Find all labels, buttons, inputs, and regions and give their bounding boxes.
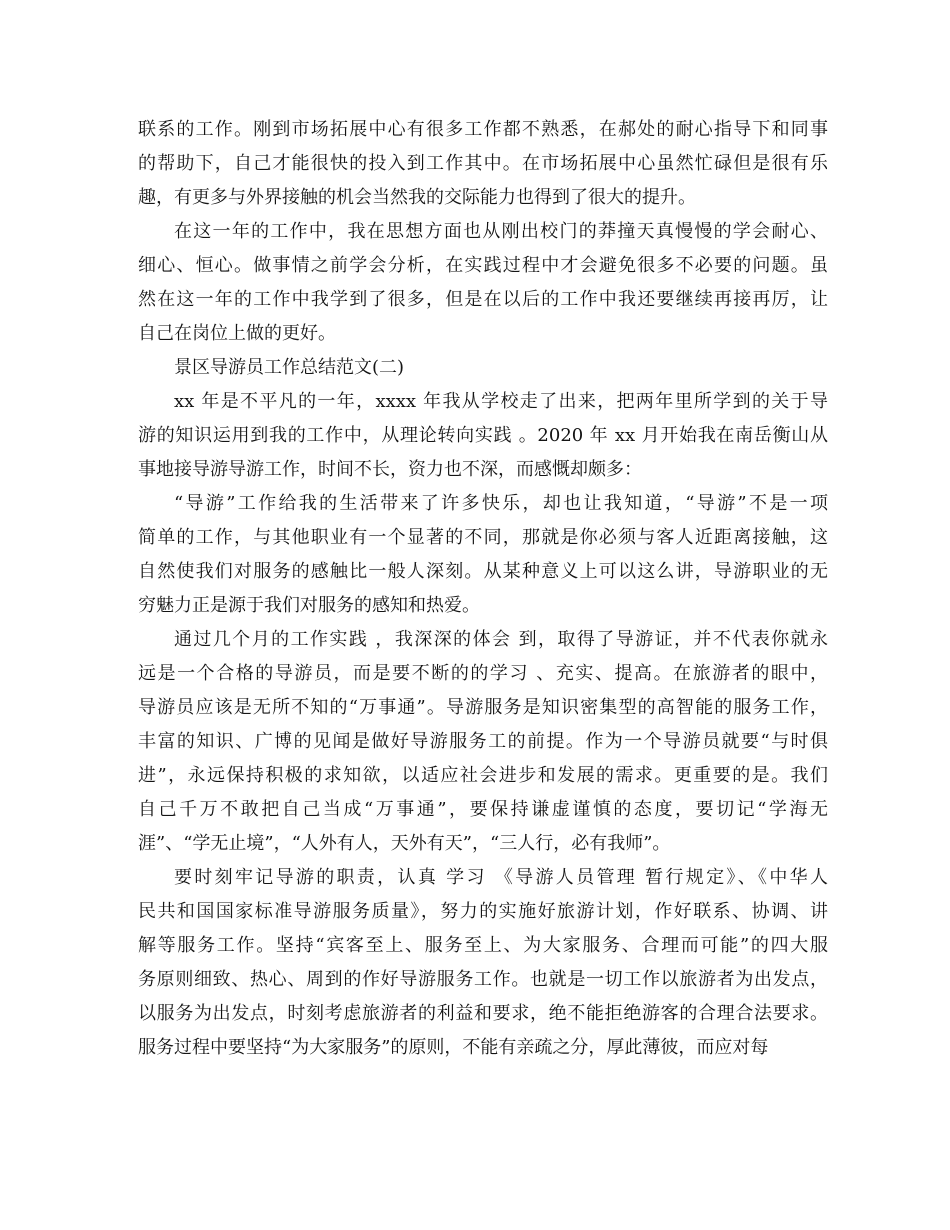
text-line: 的帮助下，自己才能很快的投入到工作其中。在市场拓展中心虽然忙碌但是很有乐 <box>138 153 828 174</box>
text-line: 细心、恒心。做事情之前学会分析，在实践过程中才会避免很多不必要的问题。虽 <box>138 255 828 276</box>
paragraph <box>138 113 828 215</box>
text-line: 通过几个月的工作实践 ，我深深的体会 到，取得了导游证，并不代表你就永 <box>174 629 828 650</box>
text-line: 联系的工作。刚到市场拓展中心有很多工作都不熟悉，在郝处的耐心指导下和同事 <box>138 119 828 140</box>
paragraph <box>138 623 828 861</box>
text-line: 自然使我们对服务的感触比一般人深刻。从某种意义上可以这么讲，导游职业的无 <box>138 561 828 582</box>
text-line: 简单的工作，与其他职业有一个显著的不同，那就是你必须与客人近距离接触，这 <box>138 527 828 548</box>
paragraph <box>138 487 828 623</box>
text-line: 景区导游员工作总结范文(二) <box>174 357 405 378</box>
text-line: 然在这一年的工作中我学到了很多，但是在以后的工作中我还要继续再接再厉，让 <box>138 289 828 310</box>
text-line: 在这一年的工作中，我在思想方面也从刚出校门的莽撞天真慢慢的学会耐心、 <box>174 221 828 242</box>
paragraph <box>138 215 828 351</box>
text-line: 自己在岗位上做的更好。 <box>138 323 336 344</box>
text-line: 丰富的知识、广博的见闻是做好导游服务工的前提。作为一个导游员就要“与时俱 <box>138 731 828 752</box>
text-line: 穷魅力正是源于我们对服务的感知和热爱。 <box>138 595 480 616</box>
text-line: “导游”工作给我的生活带来了许多快乐，却也让我知道，“导游”不是一项 <box>174 493 828 514</box>
paragraph <box>138 861 828 1065</box>
text-line: xx 年是不平凡的一年，xxxx 年我从学校走了出来，把两年里所学到的关于导 <box>174 391 828 412</box>
text-line: 要时刻牢记导游的职责，认真 学习 《导游人员管理 暂行规定》、《中华人 <box>174 867 828 888</box>
text-line: 进”，永远保持积极的求知欲，以适应社会进步和发展的需求。更重要的是。我们 <box>138 765 828 786</box>
document-body <box>138 113 828 1065</box>
text-line: 服务过程中要坚持“为大家服务”的原则，不能有亲疏之分，厚此薄彼，而应对每 <box>138 1037 769 1058</box>
text-line: 以服务为出发点，时刻考虑旅游者的利益和要求，绝不能拒绝游客的合理合法要求。 <box>138 1003 828 1024</box>
text-line: 解等服务工作。坚持“宾客至上、服务至上、为大家服务、合理而可能”的四大服 <box>138 935 828 956</box>
text-line: 导游员应该是无所不知的“万事通”。导游服务是知识密集型的高智能的服务工作， <box>138 697 828 718</box>
text-line: 游的知识运用到我的工作中，从理论转向实践 。2020 年 xx 月开始我在南岳衡山从 <box>138 425 828 446</box>
text-line: 自己千万不敢把自己当成“万事通”，要保持谦虚谨慎的态度，要切记“学海无 <box>138 799 828 820</box>
text-line: 涯”、“学无止境”，“人外有人，天外有天”，“三人行，必有我师”。 <box>138 833 671 854</box>
text-line: 事地接导游导游工作，时间不长，资力也不深，而感慨却颇多： <box>138 459 642 480</box>
text-line: 务原则细致、热心、周到的作好导游服务工作。也就是一切工作以旅游者为出发点， <box>138 969 828 990</box>
section-heading <box>138 351 828 385</box>
text-line: 民共和国国家标准导游服务质量》，努力的实施好旅游计划，作好联系、协调、讲 <box>138 901 828 922</box>
text-line: 趣，有更多与外界接触的机会当然我的交际能力也得到了很大的提升。 <box>138 187 696 208</box>
paragraph <box>138 385 828 487</box>
text-line: 远是一个合格的导游员，而是要不断的的学习 、充实、提高。在旅游者的眼中， <box>138 663 828 684</box>
